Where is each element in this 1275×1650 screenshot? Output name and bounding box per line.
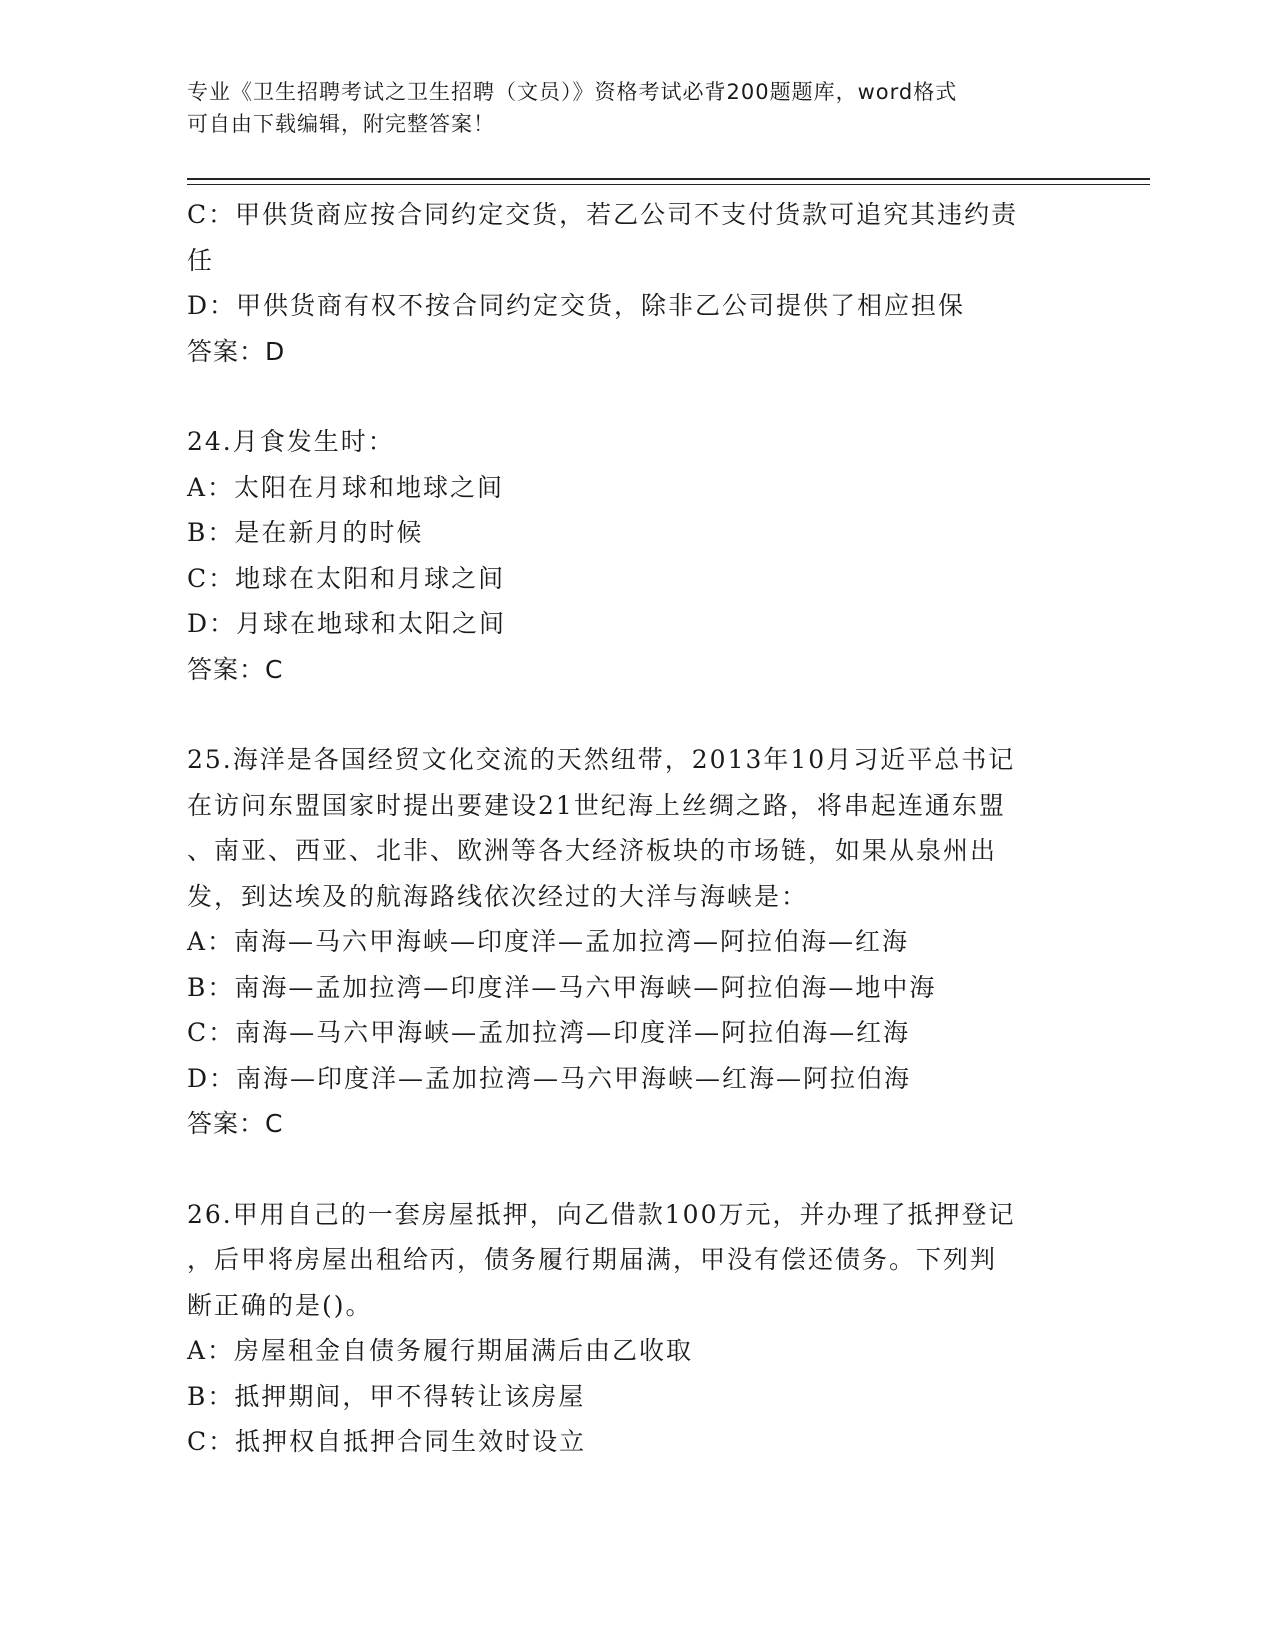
question-stem-line-3: 、南亚、西亚、北非、欧洲等各大经济板块的市场链，如果从泉州出 [187, 836, 998, 865]
document-header [187, 76, 1067, 140]
question-24 [187, 419, 1077, 692]
question-stem: 24.月食发生时： [187, 427, 395, 456]
answer: 答案：D [187, 336, 286, 366]
spacer [187, 374, 1077, 419]
question-stem-line-1: 25.海洋是各国经贸文化交流的天然纽带，2013年10月习近平总书记 [187, 745, 1016, 774]
answer: 答案：C [187, 1109, 284, 1138]
option-a: A：房屋租金自债务履行期届满后由乙收取 [187, 1336, 694, 1365]
option-c: C：地球在太阳和月球之间 [187, 563, 506, 593]
header-rule-thin [187, 184, 1150, 185]
question-stem-line-4: 发，到达埃及的航海路线依次经过的大洋与海峡是： [187, 881, 809, 911]
spacer [187, 1147, 1077, 1192]
question-stem-line-3: 断正确的是()。 [187, 1290, 373, 1320]
header-line-1: 专业《卫生招聘考试之卫生招聘（文员）》资格考试必背200题题库，word格式 [187, 80, 958, 104]
option-a: A：太阳在月球和地球之间 [187, 472, 505, 502]
spacer [187, 692, 1077, 737]
question-stem-line-2: 在访问东盟国家时提出要建设21世纪海上丝绸之路，将串起连通东盟 [187, 790, 1006, 820]
question-stem-line-1: 26.甲用自己的一套房屋抵押，向乙借款100万元，并办理了抵押登记 [187, 1199, 1016, 1229]
option-b: B：抵押期间，甲不得转让该房屋 [187, 1381, 586, 1411]
option-d: D：月球在地球和太阳之间 [187, 609, 507, 638]
option-b: B：南海—孟加拉湾—印度洋—马六甲海峡—阿拉伯海—地中海 [187, 972, 937, 1002]
question-26 [187, 1192, 1077, 1465]
answer: 答案：C [187, 654, 284, 684]
option-a: A：南海—马六甲海峡—印度洋—孟加拉湾—阿拉伯海—红海 [187, 927, 910, 956]
option-c: C：南海—马六甲海峡—孟加拉湾—印度洋—阿拉伯海—红海 [187, 1018, 911, 1047]
option-d: D：南海—印度洋—孟加拉湾—马六甲海峡—红海—阿拉伯海 [187, 1063, 912, 1093]
option-c: C：抵押权自抵押合同生效时设立 [187, 1427, 587, 1456]
header-line-2: 可自由下载编辑，附完整答案！ [187, 112, 495, 136]
option-b: B：是在新月的时候 [187, 518, 424, 547]
option-d: D：甲供货商有权不按合同约定交货，除非乙公司提供了相应担保 [187, 291, 966, 320]
question-23 [187, 192, 1077, 374]
question-25 [187, 737, 1077, 1147]
option-c-line-2: 任 [187, 245, 215, 275]
header-rule-thick [187, 178, 1150, 180]
option-c-line-1: C：甲供货商应按合同约定交货，若乙公司不支付货款可追究其违约责 [187, 200, 1019, 229]
question-stem-line-2: ，后甲将房屋出租给丙，债务履行期届满，甲没有偿还债务。下列判 [187, 1245, 998, 1274]
question-list [187, 192, 1077, 1465]
